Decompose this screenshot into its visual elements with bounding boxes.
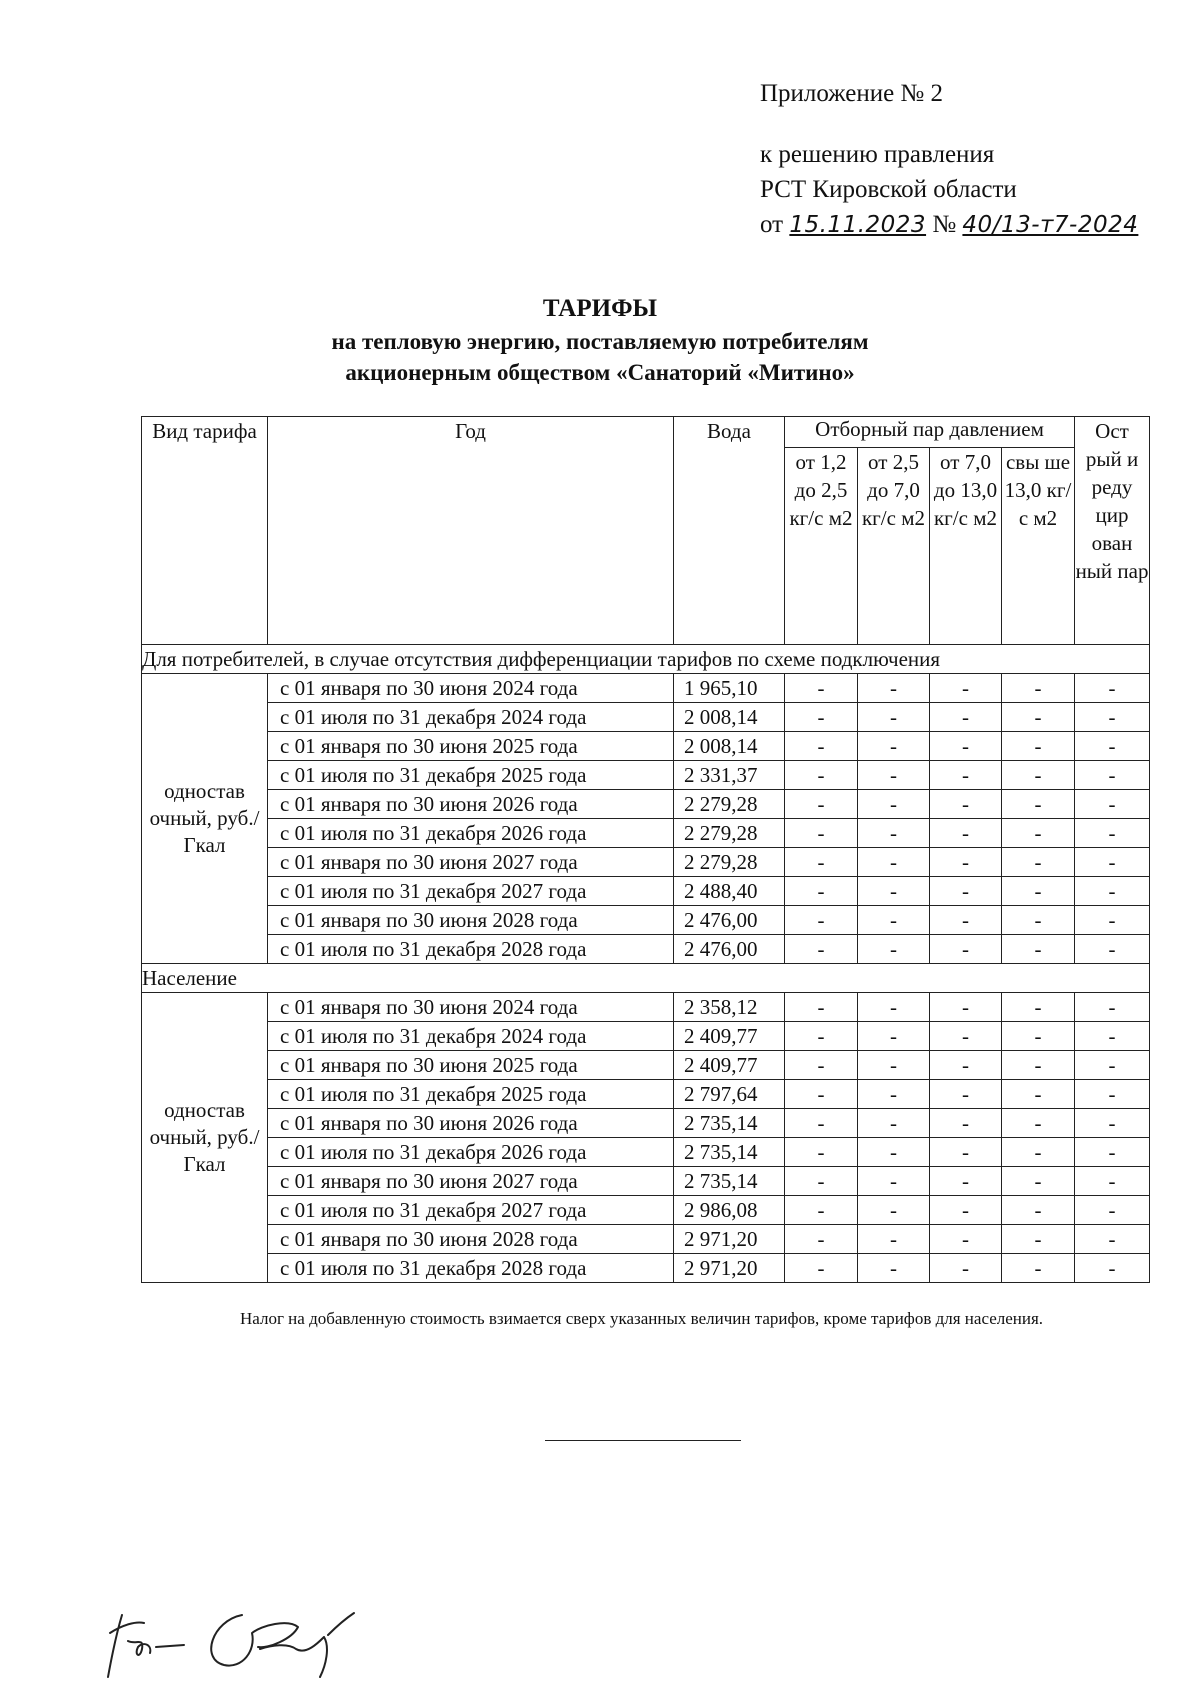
steam-p4-cell: - <box>1002 906 1075 935</box>
header-pressure-4: свы ше 13,0 кг/с м2 <box>1002 448 1075 645</box>
steam-p1-cell: - <box>785 819 858 848</box>
header-pressure-2: от 2,5 до 7,0 кг/с м2 <box>858 448 930 645</box>
steam-p2-cell: - <box>858 1254 930 1283</box>
header-tariff-type: Вид тарифа <box>142 417 268 645</box>
period-cell: с 01 июля по 31 декабря 2025 года <box>268 761 674 790</box>
steam-sharp-cell: - <box>1075 877 1150 906</box>
steam-p1-cell: - <box>785 1138 858 1167</box>
water-tariff-cell: 2 409,77 <box>674 1051 785 1080</box>
tariff-type-cell: одностав очный, руб./Гкал <box>142 674 268 964</box>
steam-p4-cell: - <box>1002 819 1075 848</box>
water-tariff-cell: 2 476,00 <box>674 906 785 935</box>
header-water: Вода <box>674 417 785 645</box>
steam-p3-cell: - <box>930 819 1002 848</box>
period-cell: с 01 июля по 31 декабря 2027 года <box>268 877 674 906</box>
steam-p1-cell: - <box>785 732 858 761</box>
steam-p2-cell: - <box>858 1109 930 1138</box>
period-cell: с 01 июля по 31 декабря 2027 года <box>268 1196 674 1225</box>
water-tariff-cell: 1 965,10 <box>674 674 785 703</box>
period-cell: с 01 января по 30 июня 2027 года <box>268 848 674 877</box>
steam-p1-cell: - <box>785 761 858 790</box>
table-row <box>142 761 1150 790</box>
steam-p2-cell: - <box>858 732 930 761</box>
table-row <box>142 906 1150 935</box>
from-label: от <box>760 211 784 238</box>
steam-sharp-cell: - <box>1075 993 1150 1022</box>
table-row <box>142 1080 1150 1109</box>
water-tariff-cell: 2 735,14 <box>674 1167 785 1196</box>
table-row <box>142 732 1150 761</box>
period-cell: с 01 июля по 31 декабря 2026 года <box>268 819 674 848</box>
steam-p2-cell: - <box>858 1138 930 1167</box>
steam-p2-cell: - <box>858 1022 930 1051</box>
table-row <box>142 1109 1150 1138</box>
tariff-type-cell: одностав очный, руб./Гкал <box>142 993 268 1283</box>
steam-sharp-cell: - <box>1075 790 1150 819</box>
steam-p4-cell: - <box>1002 674 1075 703</box>
steam-p1-cell: - <box>785 1254 858 1283</box>
steam-p4-cell: - <box>1002 935 1075 964</box>
table-body <box>142 645 1150 1283</box>
steam-p3-cell: - <box>930 674 1002 703</box>
appendix-block <box>760 76 1138 243</box>
steam-p1-cell: - <box>785 993 858 1022</box>
water-tariff-cell: 2 971,20 <box>674 1225 785 1254</box>
table-row <box>142 1051 1150 1080</box>
document-subtitle-1: на тепловую энергию, поставляемую потребителям <box>331 329 869 354</box>
steam-p2-cell: - <box>858 848 930 877</box>
steam-p1-cell: - <box>785 1109 858 1138</box>
steam-p4-cell: - <box>1002 1138 1075 1167</box>
steam-p1-cell: - <box>785 674 858 703</box>
table-row <box>142 790 1150 819</box>
steam-p3-cell: - <box>930 732 1002 761</box>
water-tariff-cell: 2 409,77 <box>674 1022 785 1051</box>
steam-p1-cell: - <box>785 877 858 906</box>
appendix-authority-line: РСТ Кировской области <box>760 176 1017 203</box>
table-row <box>142 1167 1150 1196</box>
period-cell: с 01 января по 30 июня 2025 года <box>268 732 674 761</box>
number-label: № <box>932 211 957 238</box>
header-pressure-3: от 7,0 до 13,0 кг/с м2 <box>930 448 1002 645</box>
steam-p4-cell: - <box>1002 1109 1075 1138</box>
table-row <box>142 703 1150 732</box>
water-tariff-cell: 2 358,12 <box>674 993 785 1022</box>
steam-p3-cell: - <box>930 848 1002 877</box>
steam-sharp-cell: - <box>1075 819 1150 848</box>
steam-p1-cell: - <box>785 1225 858 1254</box>
steam-p4-cell: - <box>1002 877 1075 906</box>
steam-sharp-cell: - <box>1075 1167 1150 1196</box>
steam-sharp-cell: - <box>1075 848 1150 877</box>
water-tariff-cell: 2 008,14 <box>674 732 785 761</box>
steam-p2-cell: - <box>858 877 930 906</box>
steam-p3-cell: - <box>930 761 1002 790</box>
steam-p2-cell: - <box>858 993 930 1022</box>
period-cell: с 01 июля по 31 декабря 2028 года <box>268 935 674 964</box>
table-row <box>142 1022 1150 1051</box>
table-header-row-1 <box>142 417 1150 448</box>
steam-p3-cell: - <box>930 1196 1002 1225</box>
steam-p3-cell: - <box>930 1225 1002 1254</box>
section-title: Для потребителей, в случае отсутствия дифференциации тарифов по схеме подключения <box>142 645 1150 674</box>
header-year: Год <box>268 417 674 645</box>
document-title: ТАРИФЫ <box>542 295 658 322</box>
water-tariff-cell: 2 279,28 <box>674 819 785 848</box>
period-cell: с 01 января по 30 июня 2028 года <box>268 906 674 935</box>
period-cell: с 01 июля по 31 декабря 2026 года <box>268 1138 674 1167</box>
steam-sharp-cell: - <box>1075 1138 1150 1167</box>
steam-p4-cell: - <box>1002 1225 1075 1254</box>
steam-p1-cell: - <box>785 790 858 819</box>
steam-p1-cell: - <box>785 1080 858 1109</box>
header-steam-pressure: Отборный пар давлением <box>785 417 1075 448</box>
period-cell: с 01 января по 30 июня 2026 года <box>268 790 674 819</box>
period-cell: с 01 января по 30 июня 2028 года <box>268 1225 674 1254</box>
section-title: Население <box>142 964 1150 993</box>
steam-p4-cell: - <box>1002 993 1075 1022</box>
steam-p2-cell: - <box>858 1080 930 1109</box>
table-row <box>142 935 1150 964</box>
header-sharp-steam: Ост рый и реду цир ован ный пар <box>1075 417 1150 645</box>
steam-p3-cell: - <box>930 1167 1002 1196</box>
water-tariff-cell: 2 735,14 <box>674 1138 785 1167</box>
table-row <box>142 1225 1150 1254</box>
steam-sharp-cell: - <box>1075 1080 1150 1109</box>
steam-p1-cell: - <box>785 848 858 877</box>
water-tariff-cell: 2 279,28 <box>674 790 785 819</box>
steam-p4-cell: - <box>1002 1022 1075 1051</box>
water-tariff-cell: 2 008,14 <box>674 703 785 732</box>
table-row <box>142 1196 1150 1225</box>
water-tariff-cell: 2 986,08 <box>674 1196 785 1225</box>
steam-sharp-cell: - <box>1075 906 1150 935</box>
steam-p2-cell: - <box>858 906 930 935</box>
end-divider <box>545 1440 741 1441</box>
water-tariff-cell: 2 279,28 <box>674 848 785 877</box>
table-row <box>142 877 1150 906</box>
steam-sharp-cell: - <box>1075 1196 1150 1225</box>
steam-p4-cell: - <box>1002 848 1075 877</box>
table-row <box>142 1254 1150 1283</box>
period-cell: с 01 января по 30 июня 2027 года <box>268 1167 674 1196</box>
steam-sharp-cell: - <box>1075 1022 1150 1051</box>
section-title-row <box>142 645 1150 674</box>
steam-p4-cell: - <box>1002 1254 1075 1283</box>
steam-p2-cell: - <box>858 1225 930 1254</box>
steam-p2-cell: - <box>858 935 930 964</box>
steam-p3-cell: - <box>930 1254 1002 1283</box>
steam-p2-cell: - <box>858 703 930 732</box>
table-row <box>142 1138 1150 1167</box>
steam-p3-cell: - <box>930 790 1002 819</box>
steam-p3-cell: - <box>930 1080 1002 1109</box>
steam-p3-cell: - <box>930 1109 1002 1138</box>
steam-sharp-cell: - <box>1075 761 1150 790</box>
steam-p2-cell: - <box>858 1167 930 1196</box>
steam-p3-cell: - <box>930 1022 1002 1051</box>
table-row <box>142 993 1150 1022</box>
period-cell: с 01 июля по 31 декабря 2025 года <box>268 1080 674 1109</box>
steam-p2-cell: - <box>858 674 930 703</box>
steam-p1-cell: - <box>785 703 858 732</box>
steam-p3-cell: - <box>930 906 1002 935</box>
steam-p4-cell: - <box>1002 761 1075 790</box>
steam-p4-cell: - <box>1002 732 1075 761</box>
period-cell: с 01 июля по 31 декабря 2024 года <box>268 703 674 732</box>
header-pressure-1: от 1,2 до 2,5 кг/с м2 <box>785 448 858 645</box>
document-subtitle-2: акционерным обществом «Санаторий «Митино» <box>345 360 855 385</box>
table-row <box>142 848 1150 877</box>
steam-p4-cell: - <box>1002 1051 1075 1080</box>
signature-image <box>92 1585 372 1685</box>
appendix-date-line <box>760 207 1138 243</box>
steam-p3-cell: - <box>930 993 1002 1022</box>
steam-p3-cell: - <box>930 1051 1002 1080</box>
steam-p4-cell: - <box>1002 790 1075 819</box>
steam-sharp-cell: - <box>1075 1109 1150 1138</box>
period-cell: с 01 января по 30 июня 2024 года <box>268 674 674 703</box>
steam-p1-cell: - <box>785 906 858 935</box>
steam-p2-cell: - <box>858 790 930 819</box>
period-cell: с 01 января по 30 июня 2026 года <box>268 1109 674 1138</box>
steam-sharp-cell: - <box>1075 935 1150 964</box>
steam-p1-cell: - <box>785 1022 858 1051</box>
steam-p4-cell: - <box>1002 1167 1075 1196</box>
appendix-decision-line: к решению правления <box>760 141 995 168</box>
steam-p2-cell: - <box>858 1051 930 1080</box>
steam-sharp-cell: - <box>1075 1254 1150 1283</box>
steam-p4-cell: - <box>1002 1196 1075 1225</box>
appendix-title: Приложение № 2 <box>760 80 944 107</box>
water-tariff-cell: 2 476,00 <box>674 935 785 964</box>
period-cell: с 01 июля по 31 декабря 2028 года <box>268 1254 674 1283</box>
steam-p2-cell: - <box>858 819 930 848</box>
steam-p3-cell: - <box>930 1138 1002 1167</box>
section-title-row <box>142 964 1150 993</box>
period-cell: с 01 января по 30 июня 2025 года <box>268 1051 674 1080</box>
water-tariff-cell: 2 331,37 <box>674 761 785 790</box>
tariff-table <box>141 416 1150 1283</box>
steam-sharp-cell: - <box>1075 1051 1150 1080</box>
steam-p1-cell: - <box>785 1167 858 1196</box>
period-cell: с 01 января по 30 июня 2024 года <box>268 993 674 1022</box>
decision-number: 40/13-т7-2024 <box>962 212 1139 238</box>
steam-sharp-cell: - <box>1075 732 1150 761</box>
steam-p3-cell: - <box>930 935 1002 964</box>
table-row <box>142 819 1150 848</box>
steam-p1-cell: - <box>785 1196 858 1225</box>
water-tariff-cell: 2 488,40 <box>674 877 785 906</box>
steam-p4-cell: - <box>1002 703 1075 732</box>
water-tariff-cell: 2 971,20 <box>674 1254 785 1283</box>
steam-p3-cell: - <box>930 703 1002 732</box>
water-tariff-cell: 2 797,64 <box>674 1080 785 1109</box>
water-tariff-cell: 2 735,14 <box>674 1109 785 1138</box>
steam-p3-cell: - <box>930 877 1002 906</box>
steam-p2-cell: - <box>858 1196 930 1225</box>
document-heading <box>0 292 1200 388</box>
steam-p1-cell: - <box>785 935 858 964</box>
steam-p2-cell: - <box>858 761 930 790</box>
decision-date: 15.11.2023 <box>789 212 927 238</box>
steam-sharp-cell: - <box>1075 1225 1150 1254</box>
vat-note: Налог на добавленную стоимость взимается сверх указанных величин тарифов, кроме тарифов для населения. <box>240 1309 1044 1328</box>
steam-sharp-cell: - <box>1075 674 1150 703</box>
table-row <box>142 674 1150 703</box>
steam-sharp-cell: - <box>1075 703 1150 732</box>
steam-p1-cell: - <box>785 1051 858 1080</box>
period-cell: с 01 июля по 31 декабря 2024 года <box>268 1022 674 1051</box>
steam-p4-cell: - <box>1002 1080 1075 1109</box>
